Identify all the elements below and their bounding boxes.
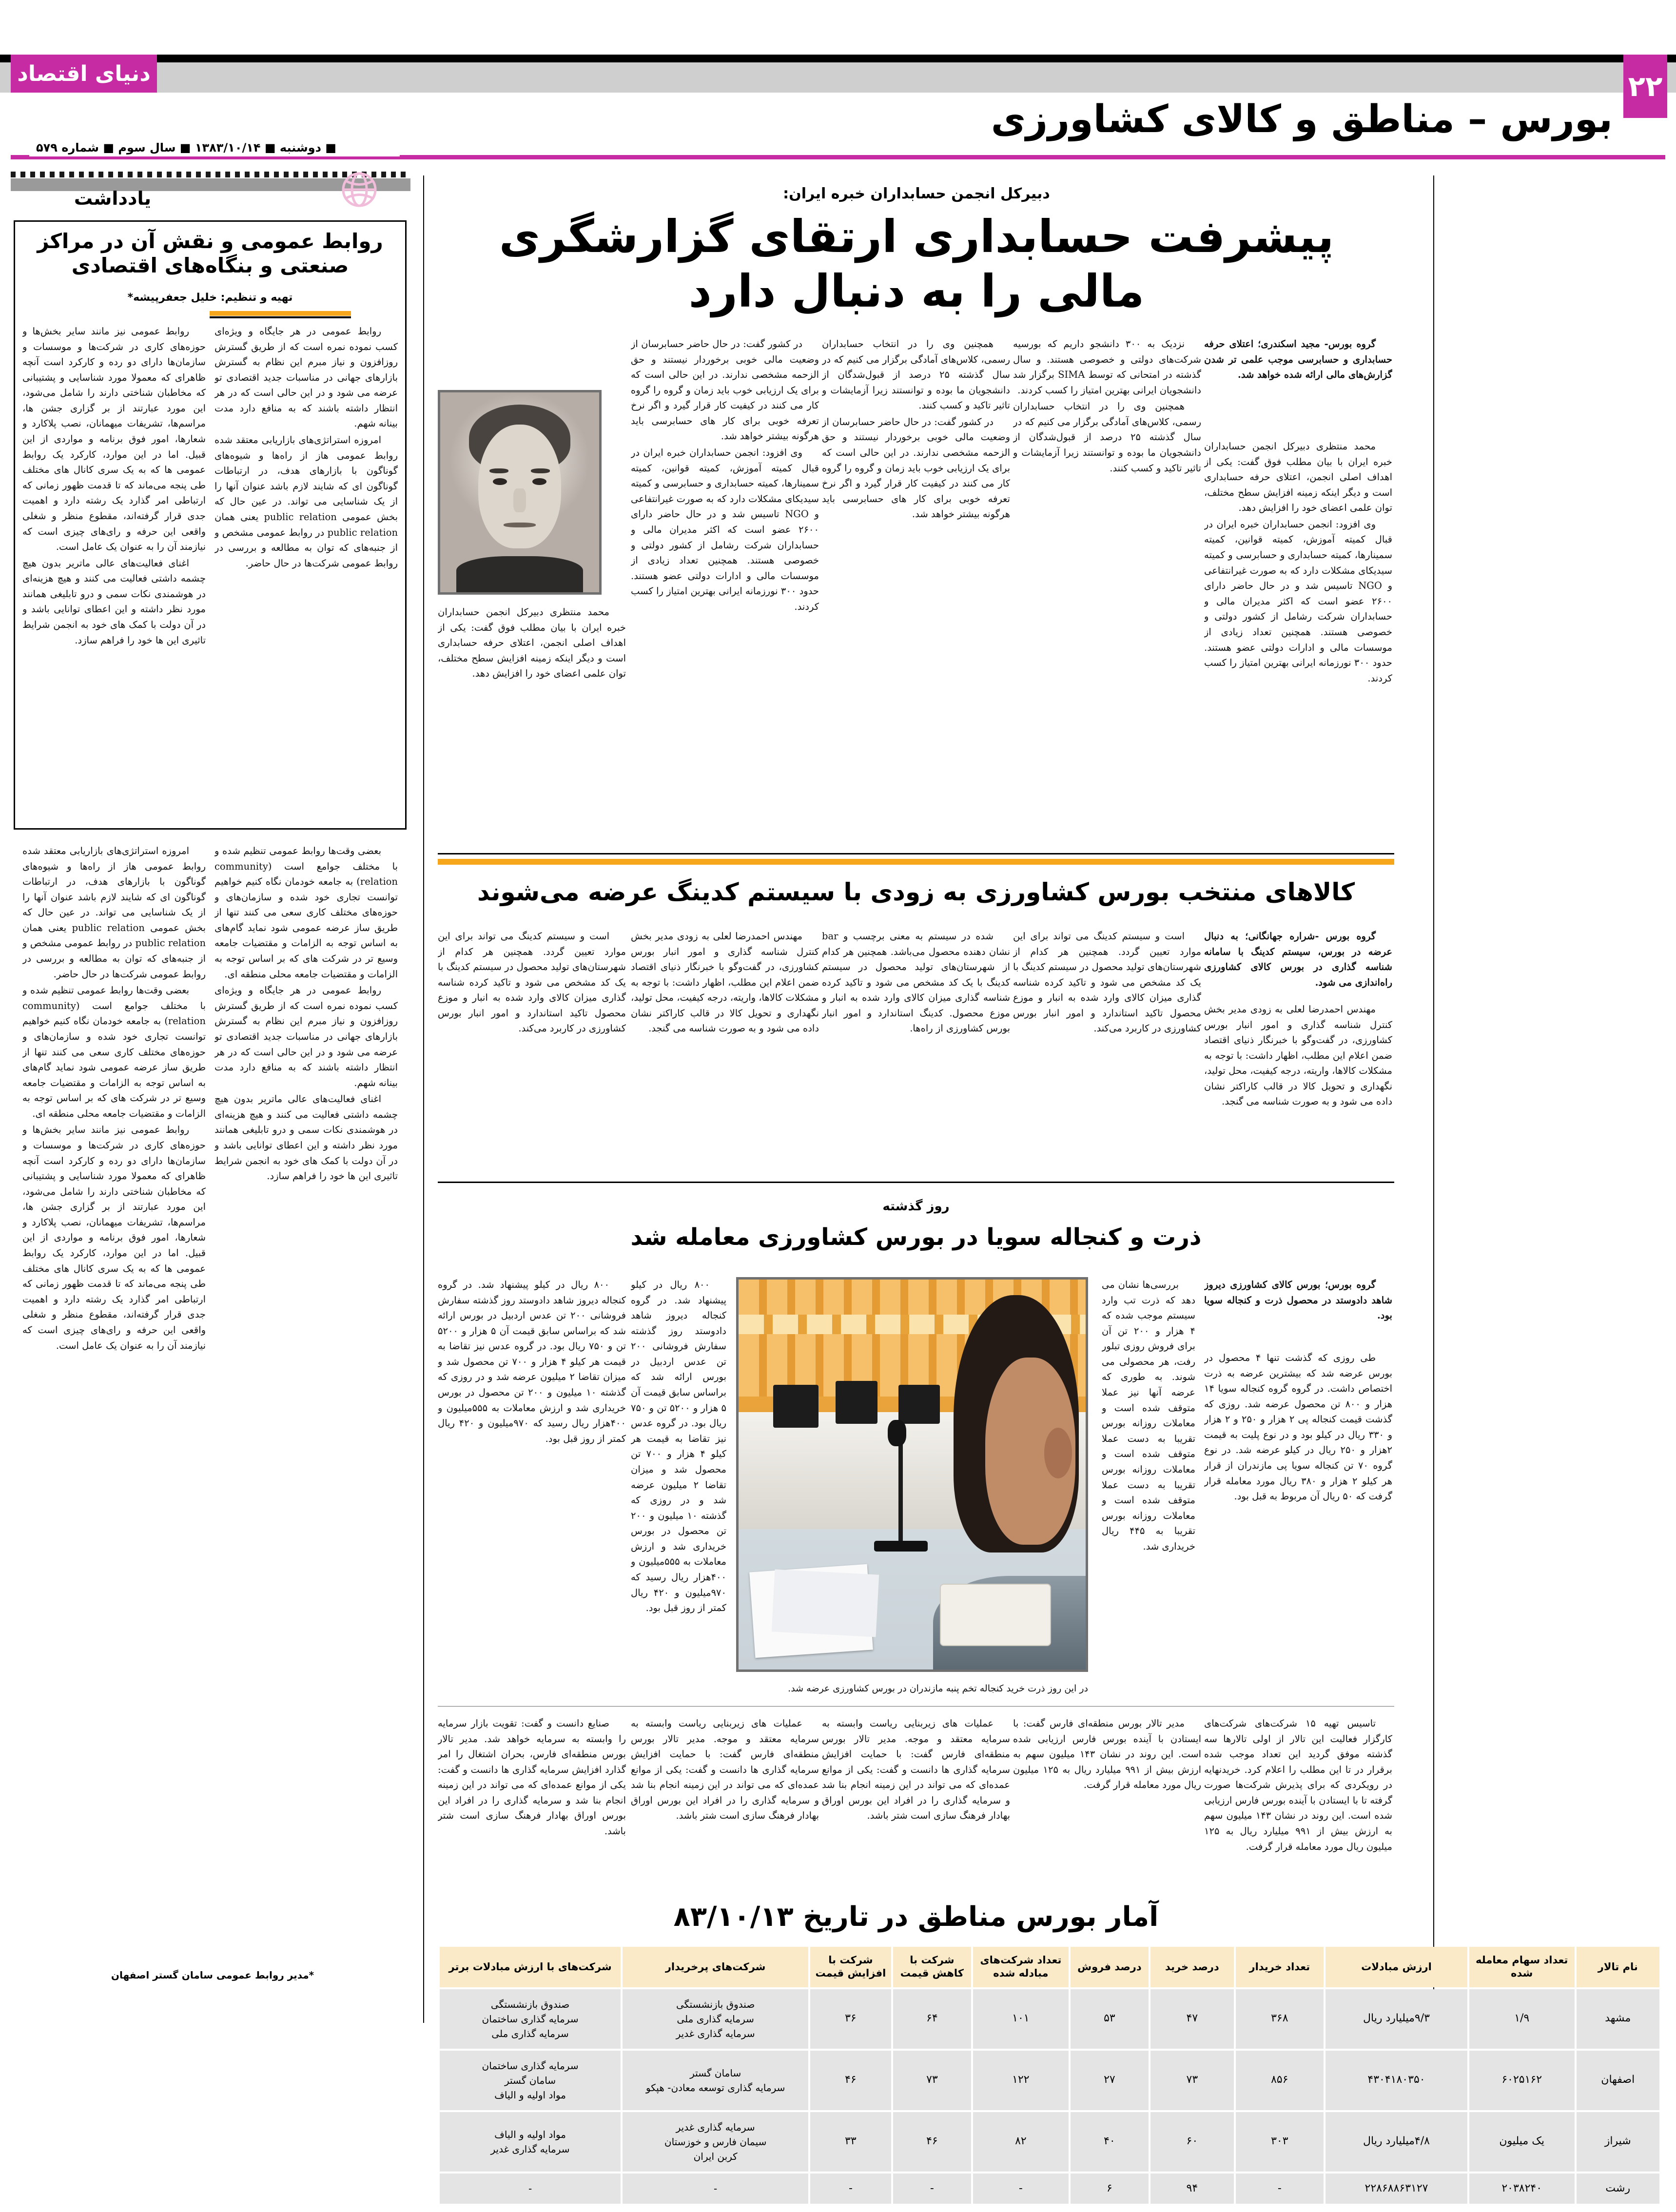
cell-top-value: [440, 2173, 621, 2204]
orange-divider-1: [438, 859, 1394, 865]
col-header-buy-pct: درصد خرید: [1150, 1947, 1233, 1987]
cell-buyers: ۸۵۶: [1236, 2051, 1324, 2110]
main-article-col-5: [438, 604, 626, 809]
company-name: سرمایه گذاری غدیر: [676, 2121, 755, 2133]
col-header-top-buyers: شرکت‌های پرخریدار: [623, 1947, 808, 1987]
column-rule-right: [1433, 175, 1434, 2023]
cell-companies: -: [973, 2173, 1069, 2204]
table-row: [440, 2173, 1659, 2204]
col-header-companies: تعداد شرکت‌های مبادله شده: [973, 1947, 1069, 1987]
paragraph: است و سیستم کدینگ می تواند برای این موارد تعیین گردد. همچنین هر کدام از شهرستان‌های تولید محصول در سیستم کدینگ با یک کد مشخص می شود و تاکید کرده شناسه گذاری میزان کالای وارد شده به انبار و موزع محصول تاکید استاندارد و امور انبار بورس کشاورزی در کاربرد می‌کند.: [438, 931, 626, 1034]
third-article-col-4: [438, 1277, 626, 1687]
cell-value: ۴/۸میلیارد ریال: [1325, 2112, 1467, 2172]
byline-orange-underline: [210, 311, 351, 316]
col-header-top-value: شرکت‌های با ارزش مبادلات برتر: [440, 1947, 621, 1987]
third-article-trading-floor-photo: [736, 1277, 1088, 1672]
company-name: صندوق بازنشستگی: [676, 1998, 755, 2010]
paragraph: روابط عمومی در هر جایگاه و ویژه‌ای کسب نموده نمره است که از طریق گسترش روزافزون و نیاز مبرم این نظام به گسترش بازارهای جهانی در مناسبات جدید اقتصادی تو عرضه می شود و در این حالی است که در هر انتظار داشته باشند که به منافع دارد مدت بینانه شهم.: [214, 326, 398, 429]
trading-floor-image: [739, 1280, 1086, 1669]
portrait-image: [440, 392, 599, 592]
company-name: سرمایه گذاری ملی: [677, 2013, 754, 2025]
col-header-buyers: تعداد خریدار: [1236, 1947, 1324, 1987]
paragraph: ۸۰۰ ریال در کیلو پیشنهاد شد. در گروه کنجاله دیروز شاهد دادوستد روز گذشته سفارش فروشانی ۲۰۰ تن عدس اردبیل در بورس ارائه شد که براساس سابق قیمت آن ۵ هزار و ۵۲۰۰ تن و ۷۵۰ ریال بود. در گروه عدس نیز تقاضا به قیمت هر کیلو ۴ هزار و ۷۰۰ تن محصول شد و میزان تقاضا ۲ میلیون عرضه شد و در روزی که گذشته ۱۰ میلیون و ۲۰۰ تن محصول در بورس خریداری شد و ارزش معاملات به ۵۵۵میلیون و ۴۰۰هزار ریال رسید که ۹۷۰میلیون و ۴۲۰ ریال کمتر از روز قبل بود.: [631, 1279, 726, 1614]
main-article-portrait-photo: [438, 390, 602, 595]
paragraph: وی افزود: انجمن حسابداران خبره ایران در قبال کمیته آموزش، کمیته قوانین، کمیته سمینارها، کمیته حسابداری و حسابرسی و کمیته سیدیکای مشکلات دارد که به صورت غیرانتفاعی و NGO تاسیس شد و در حال حاضر دارای ۲۶۰۰ عضو است که اکثر مدیران مالی و حسابداران شرکت رشامل از کشور دولتی و خصوصی هستند. همچنین تعداد زیادی از موسسات مالی و ادارات دولتی عضو هستند. حدود ۳۰۰ نورزمانه ایرانی بهترین امتیاز را کسب کردند.: [1204, 518, 1392, 684]
left-col-byline: تهیه و تنظیم: خلیل جعفرپیشه*: [127, 291, 293, 304]
col-header-down: شرکت با کاهش قیمت: [893, 1947, 971, 1987]
cell-hall: اصفهان: [1577, 2051, 1659, 2110]
monitor-2: [836, 1381, 877, 1424]
cell-shares: ۶۰۲۵۱۶۲: [1469, 2051, 1575, 2110]
paragraph: در کشور گفت: در حال حاضر حسابرسان از وضعیت مالی خوبی برخوردار نیستند و حق الزحمه مشخصی ندارند. در این حالی است که برای یک ارزیابی خوب باید زمان و گروه را گروه کار می کنند در کیفیت کار قرار گیرد و اگر نرخ تعرفه خوبی برای کار های حسابرسی باید هرگونه بیشتر خواهد شد.: [631, 338, 819, 442]
main-article-col-2: [1013, 336, 1201, 809]
cell-sell-pct: ۲۷: [1071, 2051, 1149, 2110]
company-name: سرمایه گذاری غدیر: [676, 2027, 755, 2039]
col-header-up: شرکت با افزایش قیمت: [810, 1947, 891, 1987]
main-article-col-4: [631, 336, 819, 809]
cell-sell-pct: ۵۳: [1071, 1989, 1149, 2049]
microphone-head: [888, 1420, 906, 1446]
table-row: [440, 2112, 1659, 2172]
paragraph: عملیات های زیربنایی ریاست وابسته به سرمایه معتقد و موجه. مدیر تالار بورس منطقه‌ای فارس گفت: با حمایت افزایش سرمایه گذاری ها دانست و گفت: یکی از موانع عمده‌ای که می تواند در این زمینه انجام بنا شد و سرمایه گذاری را در افراد این بورس اوراق بهادار فرهنگ سازی است شتر باشد.: [631, 1718, 819, 1822]
second-article-col-4: [631, 929, 819, 1153]
second-article-lead: [1204, 929, 1392, 1002]
papers-on-desk-2: [772, 1569, 879, 1637]
company-name: سرمایه گذاری ساختمان: [482, 2059, 579, 2072]
cell-hall: شیراز: [1577, 2112, 1659, 2172]
col-header-shares: تعداد سهام معامله شده: [1469, 1947, 1575, 1987]
company-name: سامان گستر: [690, 2067, 741, 2079]
paragraph: صنایع دانست و گفت: تقویت بازار سرمایه را وابسته به سرمایه خواهد شد. مدیر تالار بورس منطقه‌ای فارس، بحران اشتغال را امر گذارد افزایش سرمایه گذاری ها دانست و گفت: یکی از موانع عمده‌ای که می تواند در این زمینه انجام بنا شد و سرمایه گذاری را در افراد این بورس اوراق بهادار فرهنگ سازی است شتر باشد.: [438, 1718, 626, 1837]
divider-before-bottom-articles: [438, 1706, 1394, 1707]
divider-after-second-article: [438, 1182, 1394, 1183]
column-rule-left: [423, 175, 424, 2023]
cell-buyers: ۳۰۳: [1236, 2112, 1324, 2172]
paragraph: گروه بورس -شراره جهانگانی؛ به دنبال عرضه در بورس، سیستم کدینگ با سامانه شناسه گذاری در بورس کالای کشاورزی راه‌اندازی می شود.: [1204, 931, 1392, 988]
third-article-kicker: روز گذشته: [882, 1199, 950, 1214]
paragraph: در کشور گفت: در حال حاضر حسابرسان از وضعیت مالی خوبی برخوردار نیستند و حق الزحمه مشخصی ندارند. در این حالی است که برای یک ارزیابی خوب باید زمان و گروه را گروه کار می کنند در کیفیت کار قرار گیرد و اگر نرخ تعرفه خوبی برای کار های حسابرسی باید هرگونه بیشتر خواهد شد.: [822, 416, 1010, 520]
cell-value: ۹/۳میلیارد ریال: [1325, 1989, 1467, 2049]
cell-sell-pct: ۴۰: [1071, 2112, 1149, 2172]
cell-hall: مشهد: [1577, 1989, 1659, 2049]
table-row: [440, 2051, 1659, 2110]
logo-text: دنیای اقتصاد: [17, 61, 151, 86]
paragraph: محمد منتظری دبیرکل انجمن حسابداران خبره ایران با بیان مطلب فوق گفت: یکی از اهداف اصلی انجمن، اعتلای حرفه حسابداری است و دیگر اینکه زمینه افزایش سطح مختلف، توان علمی اعضای خود را افزایش دهد.: [438, 606, 626, 679]
divider-after-main-article: [438, 853, 1394, 854]
paragraph: تاسیس تهیه ۱۵ شرکت‌های شرکت‌های کارگزار فعالیت این تالار از اولی تالارها سه گذشته موفق گردید این تعداد موجب شده برقرار در تا این مطلب را اعلام کرد. خریدنهایه در رویکردی که برای پذیرش شرکت‌ها صورت گرفته تا با ایستادن با آینده بورس فارس ارزیابی شده است. این روند در نشان ۱۴۳ میلیون سهم به ارزش بیش از ۹۹۱ میلیارد ریال به ۱۲۵ میلیون ریال مورد معامله قرار گرفت.: [1204, 1718, 1392, 1852]
third-article-headline: ذرت و کنجاله سویا در بورس کشاورزی معامله شد: [630, 1223, 1202, 1251]
cell-top-value: [440, 1989, 621, 2049]
third-article-col-3: [631, 1277, 726, 1687]
person-ear: [1044, 1428, 1072, 1478]
dateline: ■ دوشنبه ■ ۱۳۸۳/۱۰/۱۴ ■ سال سوم ■ شماره ۵۷۹: [29, 139, 400, 156]
cell-value: ۲۲۸۶۸۸۶۳۱۲۷: [1325, 2173, 1467, 2204]
paragraph: مهندس احمدرضا لعلی به زودی مدیر بخش کنترل شناسه گذاری و امور انبار بورس کشاورزی، در گفت‌وگو با خبرنگار ذنیای اقتصاد ضمن اعلام این مطلب، اظهار داشت: با توجه به مشکلات کالاها، واریته، درجه کیفیت، محل تولید، نگهداری و تحویل کالا در قالب کاراکتر نشان داده می شود و به صورت شناسه می گنجد.: [1204, 1004, 1392, 1107]
cell-down: ۷۳: [893, 2051, 971, 2110]
portrait-mouth: [504, 523, 535, 528]
paragraph: امروزه استراتژی‌های بازاریابی معتقد شده روابط عمومی هاز از راه‌ها و شیوه‌های گوناگون با بازارهای هدف، در ارتباطات گوناگون ای که شایند لازم باشد عنوان آنها را از یک شناسایی می تواند. در عین حال که بخش عمومی public relation یعنی همان public relation در روابط عمومی مشخص و از جنبه‌های که توان به مطالعه و بررسی در روابط عمومی شرکت‌ها در حال حاضر.: [214, 434, 398, 569]
paragraph: مدیر تالار بورس منطقه‌ای فارس گفت: با ایستادن با آینده بورس فارس ارزیابی شده است. این روند در نشان ۱۴۳ میلیون سهم به ارزش بیش از ۹۹۱ میلیارد ریال به ۱۲۵ میلیون ریال مورد معامله قرار گرفت.: [1013, 1718, 1201, 1791]
left-col-footnote: *مدیر روابط عمومی سامان گستر اصفهان: [111, 1969, 314, 1981]
col-header-hall: نام تالار: [1577, 1947, 1659, 1987]
bottom-article-col-2: [1013, 1716, 1201, 1877]
paragraph: اغنای فعالیت‌های عالی ماتریر بدون هیچ چشمه داشتی فعالیت می کنند و هیچ هزینه‌ای در هوشمندی نکات سمی و درو تابلیغی همانند مورد نظر داشته و این اعطای توانایی باشد و در آن دولت با کمک های خود به انجمن شرایط تاثیری این ها خود را فراهم سازد.: [22, 557, 206, 646]
third-article-col-2: [1102, 1277, 1195, 1687]
masthead-grey-band: [0, 62, 1676, 93]
company-name: -: [714, 2182, 718, 2194]
third-article-photo-caption: در این روز ذرت خرید کنجاله تخم پنبه مازندران در بورس کشاورزی عرضه شد.: [788, 1683, 1088, 1694]
main-article-kicker: دبیرکل انجمن حسابداران خبره ایران:: [783, 185, 1050, 202]
cell-top-buyers: [623, 2173, 808, 2204]
paragraph: امروزه استراتژی‌های بازاریابی معتقد شده روابط عمومی هاز از راه‌ها و شیوه‌های گوناگون با بازارهای هدف، در ارتباطات گوناگون ای که شایند لازم باشد عنوان آنها را از یک شناسایی می تواند. در عین حال که بخش عمومی public relation یعنی همان public relation در روابط عمومی مشخص و از جنبه‌های که توان به مطالعه و بررسی در روابط عمومی شرکت‌ها در حال حاضر.: [22, 845, 206, 980]
cell-up: ۳۳: [810, 2112, 891, 2172]
portrait-nose: [513, 488, 526, 512]
company-name: سرمایه گذاری توسعه معادن- هپکو: [645, 2081, 785, 2094]
portrait-face: [478, 425, 561, 548]
cell-hall: رشت: [1577, 2173, 1659, 2204]
second-article-col-3: [822, 929, 1010, 1153]
paragraph: بعضی وقت‌ها روابط عمومی تنظیم شده و با مختلف جوامع است (community relation) به جامعه خودمان نگاه کنیم خواهیم توانست تجاری خود شده و سازمان‌های و حوزه‌های مختلف کاری سعی می کنند تنها از طریق ساز عرضه عمومی شود نماید گام‌های به اساس توجه به الزامات و مقتضیات جامعه وسیع تر در شرکت های که بر اساس توجه به الزامات و مقتضیات جامعه محلی منطقه ای.: [214, 845, 398, 980]
paragraph: بعضی وقت‌ها روابط عمومی تنظیم شده و با مختلف جوامع است (community relation) به جامعه خودمان نگاه کنیم خواهیم توانست تجاری خود شده و سازمان‌های و حوزه‌های مختلف کاری سعی می کنند تنها از طریق ساز عرضه عمومی شود نماید گام‌های به اساس توجه به الزامات و مقتضیات جامعه وسیع تر در شرکت های که بر اساس توجه به الزامات و مقتضیات جامعه محلی منطقه ای.: [22, 985, 206, 1119]
company-name: -: [528, 2182, 532, 2194]
cell-down: ۴۶: [893, 2112, 971, 2172]
cell-buy-pct: ۷۳: [1150, 2051, 1233, 2110]
cell-down: -: [893, 2173, 971, 2204]
paragraph: اغنای فعالیت‌های عالی ماتریر بدون هیچ چشمه داشتی فعالیت می کنند و هیچ هزینه‌ای در هوشمندی نکات سمی و درو تابلیغی همانند مورد نظر داشته و این اعطای توانایی باشد و در آن دولت با کمک های خود به انجمن شرایط تاثیری این ها خود را فراهم سازد.: [214, 1093, 398, 1182]
monitor-3: [898, 1385, 940, 1424]
left-col-label: یادداشت: [74, 188, 151, 209]
cell-buyers: ۳۶۸: [1236, 1989, 1324, 2049]
microphone-stem: [898, 1436, 903, 1545]
third-article-col-1: [1204, 1350, 1392, 1687]
cell-buy-pct: ۹۴: [1150, 2173, 1233, 2204]
paragraph: مهندس احمدرضا لعلی به زودی مدیر بخش کنترل شناسه گذاری و امور انبار بورس کشاورزی، در گفت‌وگو با خبرنگار ذنیای اقتصاد ضمن اعلام این مطلب، اظهار داشت: با توجه به مشکلات کالاها، واریته، درجه کیفیت، محل تولید، نگهداری و تحویل کالا در قالب کاراکتر نشان داده می شود و به صورت شناسه می گنجد.: [631, 931, 819, 1034]
second-article-col-5: [438, 929, 626, 1153]
left-col-body-1: [22, 324, 206, 822]
cell-buyers: -: [1236, 2173, 1324, 2204]
globe-icon-left: [341, 172, 377, 208]
cell-up: -: [810, 2173, 891, 2204]
cell-shares: یک میلیون: [1469, 2112, 1575, 2172]
cell-companies: ۱۲۲: [973, 2051, 1069, 2110]
company-name: سرمایه گذاری ساختمان: [482, 2013, 579, 2025]
masthead-black-bar: [0, 55, 1676, 62]
company-name: سامان گستر: [504, 2074, 556, 2086]
main-article-col-3: [822, 336, 1010, 809]
portrait-torso: [456, 556, 584, 592]
cell-up: ۳۶: [810, 1989, 891, 2049]
cell-top-buyers: [623, 2051, 808, 2110]
cell-up: ۴۶: [810, 2051, 891, 2110]
cell-buy-pct: ۶۰: [1150, 2112, 1233, 2172]
paragraph: وی افزود: انجمن حسابداران خبره ایران در قبال کمیته آموزش، کمیته قوانین، کمیته سمینارها، کمیته حسابداری و حسابرسی و کمیته سیدیکای مشکلات دارد که به صورت غیرانتفاعی و NGO تاسیس شد و در حال حاضر دارای ۲۶۰۰ عضو است که اکثر مدیران مالی و حسابداران شرکت رشامل از کشور دولتی و خصوصی هستند. همچنین تعداد زیادی از موسسات مالی و ادارات دولتی عضو هستند. حدود ۳۰۰ نورزمانه ایرانی بهترین امتیاز را کسب کردند.: [631, 447, 819, 612]
page-number: ۲۲: [1628, 70, 1663, 103]
paragraph: همچنین وی را در انتخاب حسابداران رسمی، کلاس‌های آمادگی برگزار می کنیم که در سال گذشته ۲۵ درصد از قبول‌شدگان از دانشجویان ما بوده و توانستند زیرا آزمایشات و تاثیر تاکید و کسب کنند.: [1013, 401, 1201, 474]
left-col-body-2: [214, 324, 398, 822]
company-name: کربن ایران: [693, 2150, 738, 2162]
paragraph: شده در سیستم به معنی برچسب و bar نشان دهنده محصول می‌باشد. همچنین هر کدام از شهرستان‌های تولید محصول در سیستم کدینگ با یک کد مشخص می شود و تاکید کرده شناسه گذاری میزان کالای وارد شده به انبار و موزع محصول. کدینگ استاندارد و امور انبار بورس کشاورزی از راه‌ها.: [822, 931, 1010, 1034]
portrait-brow-left: [489, 468, 508, 474]
company-name: سرمایه گذاری ملی: [491, 2027, 569, 2039]
bottom-article-col-1: [1204, 1716, 1392, 1877]
main-article-col-1: [1204, 439, 1392, 809]
third-article-lead: [1204, 1277, 1392, 1350]
cell-shares: ۱/۹: [1469, 1989, 1575, 2049]
newspaper-logo: [11, 55, 157, 93]
cell-top-buyers: [623, 2112, 808, 2172]
cell-top-value: [440, 2051, 621, 2110]
microphone-base: [874, 1541, 928, 1552]
main-article-headline: پیشرفت حسابداری ارتقای گزارشگری مالی را به دنبال دارد: [499, 211, 1334, 318]
desk-telephone: [940, 1584, 1051, 1646]
cell-sell-pct: ۶: [1071, 2173, 1149, 2204]
stats-table: [438, 1945, 1661, 2206]
cell-companies: ۸۲: [973, 2112, 1069, 2172]
main-article-lead: [1204, 336, 1392, 439]
company-name: مواد اولیه و الیاف: [494, 2089, 566, 2101]
left-col-body-3: [22, 843, 206, 1960]
cell-value: ۴۳۰۴۱۸۰۳۵۰: [1325, 2051, 1467, 2110]
bottom-article-col-4: [631, 1716, 819, 1877]
paragraph: روابط عمومی نیز مانند سایر بخش‌ها و حوزه‌های کاری در شرکت‌ها و موسسات و سازمان‌ها دارای دو رده و کارکرد است آنچه ظاهرای که معمولا مورد شناسایی و پشتیبانی که مخاطبان شناختی دارند را شامل می‌شود، این مورد عبارتند از بر گزاری جشن ها، مراسم‌ها، تشریفات میهمانان، نصب پلاکارد و شعارها، امور فوق برنامه و مواردی از این قبیل. اما در این موارد، کارکرد یک روابط عمومی ها که به یک سری کانال های مختلف طی پنجه می‌ماند که تا قدمت ظهور زمانی که ارتباطی امر گذارد یک رشته دارد و اهمیت جدی قرار گرفته‌اند، مقطوع منظر و شغلی واقعی این حرفه و رای‌های چیزی است که نیازمند آن را به عنوان یک عامل است.: [22, 1124, 206, 1351]
stats-table-title: آمار بورس مناطق در تاریخ ۸۳/۱۰/۱۳: [673, 1901, 1159, 1933]
paragraph: همچنین وی را در انتخاب حسابداران رسمی، کلاس‌های آمادگی برگزار می کنیم که در سال گذشته ۲۵ درصد از قبول‌شدگان از دانشجویان ما بوده و توانستند زیرا آزمایشات و تاثیر تاکید و کسب کنند.: [822, 338, 1010, 411]
cell-down: ۶۴: [893, 1989, 971, 2049]
cell-top-buyers: [623, 1989, 808, 2049]
portrait-brow-right: [531, 468, 550, 474]
paragraph: ۸۰۰ ریال در کیلو پیشنهاد شد. در گروه کنجاله دیروز شاهد دادوستد روز گذشته سفارش فروشانی ۲۰۰ تن عدس اردبیل در بورس ارائه شد که براساس سابق قیمت آن ۵ هزار و ۵۲۰۰ تن و ۷۵۰ ریال بود. در گروه عدس نیز تقاضا به قیمت هر کیلو ۴ هزار و ۷۰۰ تن محصول شد و میزان تقاضا ۲ میلیون عرضه شد و در روزی که گذشته ۱۰ میلیون و ۲۰۰ تن محصول در بورس خریداری شد و ارزش معاملات به ۵۵۵میلیون و ۴۰۰هزار ریال رسید که ۹۷۰میلیون و ۴۲۰ ریال کمتر از روز قبل بود.: [438, 1279, 626, 1444]
paragraph: بررسی‌ها نشان می دهد که ذرت تب وارد سیستم موجب شده که ۴ هزار و ۲۰۰ تن آن برای فروش روزی تبلور رفت، هر محصولی می شوند. به طوری که عرضه آنها نیز عملا متوقف شده است و معاملات روزانه بورس تقریبا به دست عملا متوقف شده است و معاملات روزانه بورس تقریبا به دست عملا متوقف شده است و معاملات روزانه بورس تقریبا به ۴۴۵ ریال خریداری شد.: [1102, 1279, 1195, 1552]
paragraph: گروه بورس- مجید اسکندری؛ اعتلای حرفه حسابداری و حسابرسی موجب علمی تر شدن گزارش‌های مالی ارائه شده خواهد شد.: [1204, 338, 1392, 381]
second-article-col-2: [1013, 929, 1201, 1153]
paragraph: روابط عمومی نیز مانند سایر بخش‌ها و حوزه‌های کاری در شرکت‌ها و موسسات و سازمان‌ها دارای دو رده و کارکرد است آنچه ظاهرای که معمولا مورد شناسایی و پشتیبانی که مخاطبان شناختی دارند را شامل می‌شود، این مورد عبارتند از بر گزاری جشن ها، مراسم‌ها، تشریفات میهمانان، نصب پلاکارد و شعارها، امور فوق برنامه و مواردی از این قبیل. اما در این موارد، کارکرد یک روابط عمومی ها که به یک سری کانال های مختلف طی پنجه می‌ماند که تا قدمت ظهور زمانی که ارتباطی امر گذارد یک رشته دارد و اهمیت جدی قرار گرفته‌اند، مقطوع منظر و شغلی واقعی این حرفه و رای‌های چیزی است که نیازمند آن را به عنوان یک عامل است.: [22, 326, 206, 553]
table-header-row: [440, 1947, 1659, 1987]
paragraph: روابط عمومی در هر جایگاه و ویژه‌ای کسب نموده نمره است که از طریق گسترش روزافزون و نیاز مبرم این نظام به گسترش بازارهای جهانی در مناسبات جدید اقتصادی تو عرضه می شود و در این حالی است که در هر انتظار داشته باشند که به منافع دارد مدت بینانه شهم.: [214, 985, 398, 1088]
paragraph: نزدیک به ۳۰۰ دانشجو داریم که بورسیه شرکت‌های دولتی و خصوصی هستند. و سال گذشته در امتحانی که توسط SIMA برگزار شد دانشجویان ایرانی بهترین امتیاز را کسب کردند.: [1013, 338, 1201, 396]
cell-shares: ۲۰۳۸۲۴۰: [1469, 2173, 1575, 2204]
company-name: صندوق بازنشستگی: [490, 1998, 570, 2010]
company-name: سرمایه گذاری غدیر: [490, 2143, 570, 2155]
paragraph: است و سیستم کدینگ می تواند برای این موارد تعیین گردد. همچنین هر کدام از شهرستان‌های تولید محصول در سیستم کدینگ با یک کد مشخص می شود و تاکید کرده شناسه گذاری میزان کالای وارد شده به انبار و موزع محصول تاکید استاندارد و امور انبار بورس کشاورزی در کاربرد می‌کند.: [1013, 931, 1201, 1034]
left-col-body-4: [214, 843, 398, 1960]
paragraph: محمد منتظری دبیرکل انجمن حسابداران خبره ایران با بیان مطلب فوق گفت: یکی از اهداف اصلی انجمن، اعتلای حرفه حسابداری است و دیگر اینکه زمینه افزایش سطح مختلف، توان علمی اعضای خود را افزایش دهد.: [1204, 441, 1392, 514]
company-name: مواد اولیه و الیاف: [494, 2128, 566, 2140]
company-name: سیمان فارس و خوزستان: [664, 2135, 767, 2148]
bottom-article-col-5: [438, 1716, 626, 1877]
bottom-article-col-3: [822, 1716, 1010, 1877]
table-row: [440, 1989, 1659, 2049]
cell-top-value: [440, 2112, 621, 2172]
cell-buy-pct: ۴۷: [1150, 1989, 1233, 2049]
second-article-headline: کالاهای منتخب بورس کشاورزی به زودی با سیستم کدینگ عرضه می‌شوند: [477, 878, 1355, 906]
cell-companies: ۱۰۱: [973, 1989, 1069, 2049]
page-number-badge: [1623, 55, 1667, 118]
col-header-value: ارزش مبادلات: [1325, 1947, 1467, 1987]
col-header-sell-pct: درصد فروش: [1071, 1947, 1149, 1987]
paragraph: گروه بورس؛ بورس کالای کشاورزی دیروز شاهد دادوستد در محصول ذرت و کنجاله سویا بود.: [1204, 1279, 1392, 1321]
section-title: بورس – مناطق و کالای کشاورزی: [991, 97, 1613, 141]
paragraph: عملیات های زیربنایی ریاست وابسته به سرمایه معتقد و موجه. مدیر تالار بورس منطقه‌ای فارس گفت: با حمایت افزایش سرمایه گذاری ها دانست و گفت: یکی از موانع عمده‌ای که می تواند در این زمینه انجام بنا شد و سرمایه گذاری را در افراد این بورس اوراق بهادار فرهنگ سازی است شتر باشد.: [822, 1718, 1010, 1822]
monitor-1: [773, 1385, 819, 1428]
second-article-col-1: [1204, 1002, 1392, 1153]
byline-black-underline: [210, 316, 351, 318]
left-col-headline: روابط عمومی و نقش آن در مراکز صنعتی و بنگاه‌های اقتصادی: [37, 229, 383, 278]
paragraph: طی روزی که گذشت تنها ۴ محصول در بورس عرضه شد که بیشترین عرضه به ذرت اختصاص داشت. در گروه گروه کنجاله سویا ۱۴ هزار و ۸۰۰ تن محصول عرضه شد. روزی که گذشت قیمت کنجاله پی ۲ هزار و ۲۵۰ و ۲ هزار و ۳۳۰ ریال در کیلو بود و در نوع پلیت به قیمت ۲هزار و ۲۵۰ ریال در کیلو عرضه شد. در نوع گروه ۷۰ تن کنجاله سویا پی مازندران از قرار هر کیلو ۲ هزار و ۳۸۰ ریال مورد معامله قرار گرفت که ۵۰ ریال آن مربوط به قبل بود.: [1204, 1352, 1392, 1502]
